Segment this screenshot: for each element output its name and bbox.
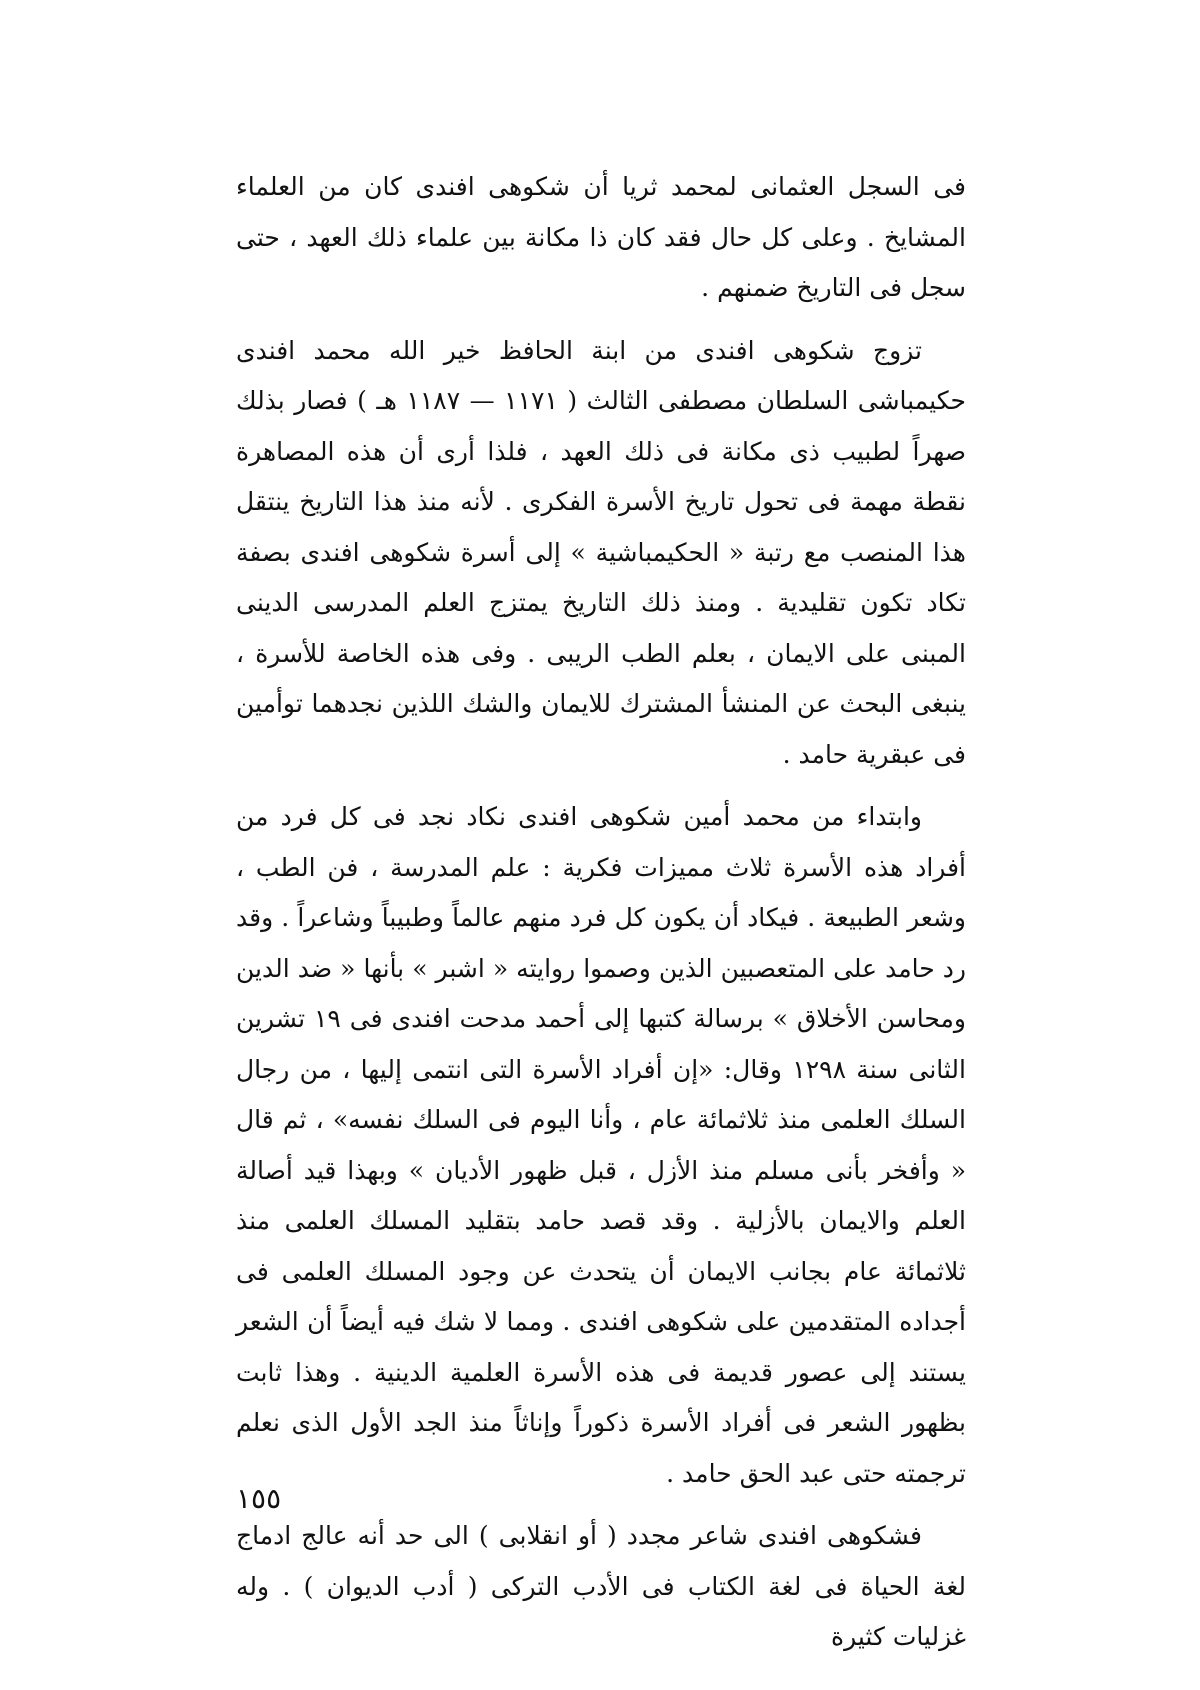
paragraph-2: تزوج شكوهى افندى من ابنة الحافظ خير الله محمد افندى حكيمباشى السلطان مصطفى الثالث ( ١١٧١ — ١١٨٧ هـ ) فصار بذلك صهراً لطبيب ذى مكانة فى ذلك العهد ، فلذا أرى أن هذه المصاهرة نقطة مهمة فى تحول تاريخ الأسرة الفكرى . لأنه منذ هذا التاريخ ينتقل هذا المنصب مع رتبة « الحكيمباشية » إلى أسرة شكوهى افندى بصفة تكاد تكون تقليدية . ومنذ ذلك التاريخ يمتزج العلم المدرسى الدينى المبنى على الايمان ، بعلم الطب الريبى . وفى هذه الخاصة للأسرة ، ينبغى البحث عن المنشأ المشترك للايمان والشك اللذين نجدهما توأمين فى عبقرية حامد . — [236, 335, 966, 769]
body-text — [236, 162, 966, 1663]
paragraph-4: فشكوهى افندى شاعر مجدد ( أو انقلابى ) الى حد أنه عالج ادماج لغة الحياة فى لغة الكتاب فى الأدب التركى ( أدب الديوان ) . وله غزليات كثيرة — [236, 1521, 966, 1651]
page-number: ١٥٥ — [236, 1482, 282, 1515]
paragraph-3: وابتداء من محمد أمين شكوهى افندى نكاد نجد فى كل فرد من أفراد هذه الأسرة ثلاث مميزات فكرية : علم المدرسة ، فن الطب ، وشعر الطبيعة . فيكاد أن يكون كل فرد منهم عالماً وطبيباً وشاعراً . وقد رد حامد على المتعصبين الذين وصموا روايته « اشبر » بأنها « ضد الدين ومحاسن الأخلاق » برسالة كتبها إلى أحمد مدحت افندى فى ١٩ تشرين الثانى سنة ١٢٩٨ وقال: «إن أفراد الأسرة التى انتمى إليها ، من رجال السلك العلمى منذ ثلاثمائة عام ، وأنا اليوم فى السلك نفسه» ، ثم قال « وأفخر بأنى مسلم منذ الأزل ، قبل ظهور الأديان » وبهذا قيد أصالة العلم والايمان بالأزلية . وقد قصد حامد بتقليد المسلك العلمى منذ ثلاثمائة عام بجانب الايمان أن يتحدث عن وجود المسلك العلمى فى أجداده المتقدمين على شكوهى افندى . ومما لا شك فيه أيضاً أن الشعر يستند إلى عصور قديمة فى هذه الأسرة العلمية الدينية . وهذا ثابت بظهور الشعر فى أفراد الأسرة ذكوراً وإناثاً منذ الجد الأول الذى نعلم ترجمته حتى عبد الحق حامد . — [236, 802, 966, 1488]
paragraph-1: فى السجل العثمانى لمحمد ثريا أن شكوهى افندى كان من العلماء المشايخ . وعلى كل حال فقد كان ذا مكانة بين علماء ذلك العهد ، حتى سجل فى التاريخ ضمنهم . — [236, 172, 966, 302]
